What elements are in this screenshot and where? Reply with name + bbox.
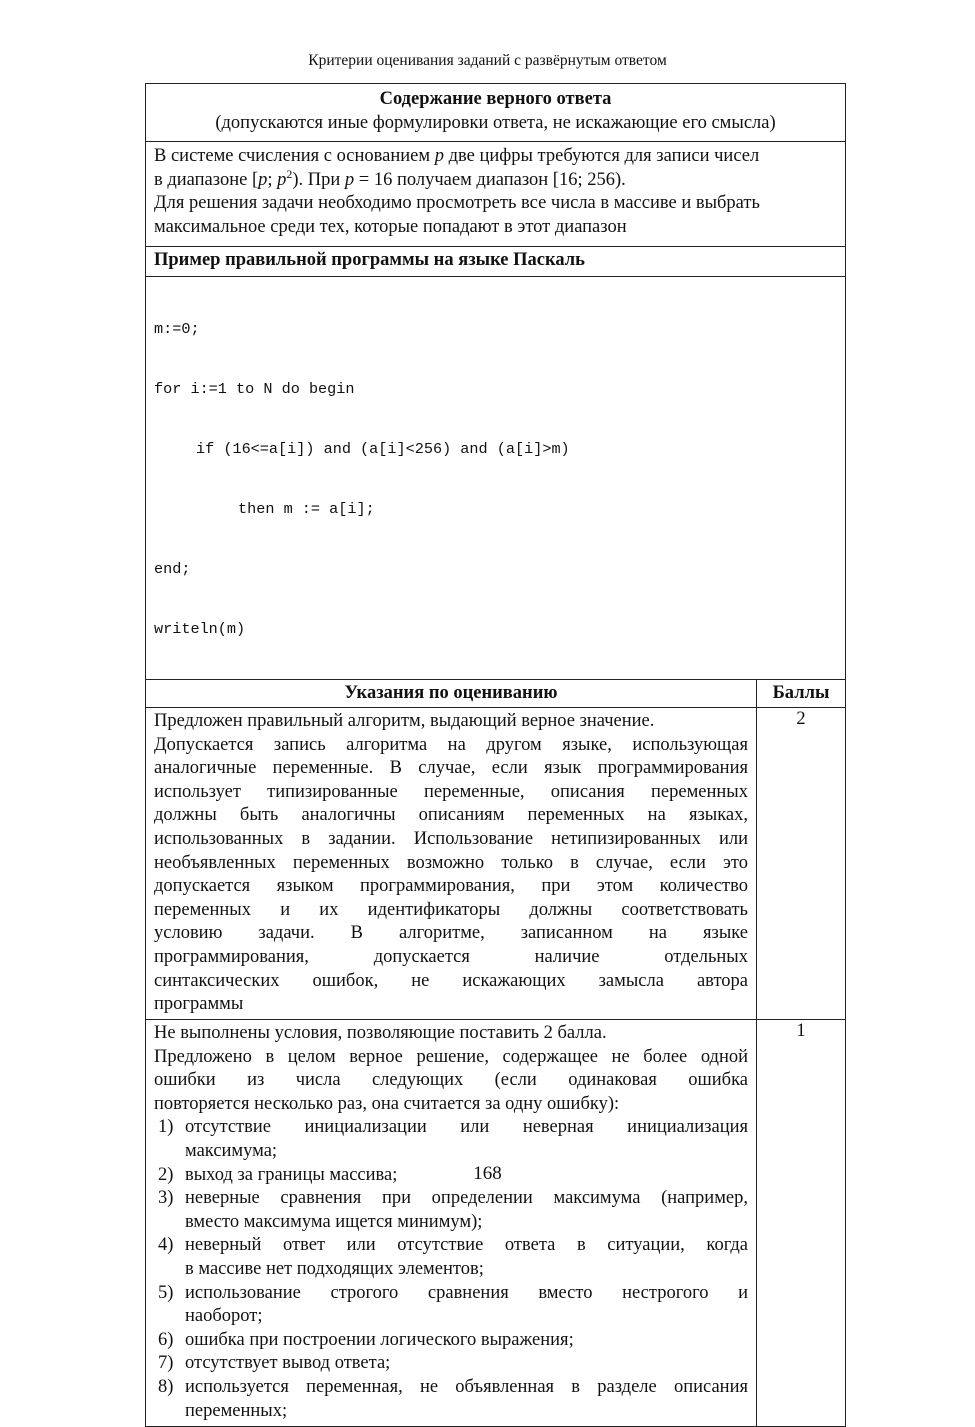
criterion-line: допускается языком программирования, при этом количество: [154, 876, 748, 897]
criterion-1-row: [146, 1020, 846, 1427]
grading-header-row: [146, 680, 846, 708]
answer-header-cell: [146, 84, 846, 142]
criterion-line: использует типизированные переменные, описания переменных: [154, 781, 748, 802]
criterion-1-text: [146, 1020, 757, 1427]
criterion-line: программирования, допускается наличие отдельных: [154, 946, 748, 967]
criterion-2-text: [146, 708, 757, 1020]
criteria-table: [145, 83, 846, 1427]
code-line: for i:=1 to N do begin: [154, 380, 355, 398]
criterion-2-points: 2: [757, 708, 846, 1020]
criterion-line: Предложено в целом верное решение, содержащее не более одной: [154, 1046, 748, 1067]
answer-header-row: [146, 84, 846, 142]
answer-description-row: [146, 142, 846, 247]
code-line: then m := a[i];: [238, 500, 375, 518]
list-item: 4) неверный ответ или отсутствие ответа в ситуации, когда в массиве нет подходящих элементов;: [158, 1235, 748, 1279]
program-code-row: [146, 277, 846, 680]
desc-line-1: В системе счисления с основанием p две цифры требуются для записи чисел: [154, 146, 760, 166]
criterion-line: необъявленных переменных возможно только в случае, если это: [154, 852, 748, 873]
list-item: 8) используется переменная, не объявленная в разделе описания переменных;: [158, 1376, 748, 1421]
desc-line-4: максимальное среди тех, которые попадают в этот диапазон: [154, 216, 627, 237]
points-header: Баллы: [757, 680, 846, 708]
list-item: 2) выход за границы массива;: [158, 1164, 398, 1185]
criterion-line: Предложен правильный алгоритм, выдающий верное значение.: [154, 711, 655, 731]
criterion-line: аналогичные переменные. В случае, если язык программирования: [154, 758, 748, 779]
criterion-line: синтаксических ошибок, не искажающих замысла автора: [154, 970, 748, 991]
desc-line-3: Для решения задачи необходимо просмотреть все числа в массиве и выбрать: [154, 193, 760, 214]
list-item: 7) отсутствует вывод ответа;: [158, 1353, 391, 1374]
grading-instructions-header: Указания по оцениванию: [146, 680, 757, 708]
code-line: if (16<=a[i]) and (a[i]<256) and (a[i]>m): [196, 440, 570, 458]
criterion-line: переменных и их идентификаторы должны соответствовать: [154, 899, 748, 920]
code-line: writeln(m): [154, 620, 246, 638]
code-line: m:=0;: [154, 320, 200, 338]
answer-subtitle: (допускаются иные формулировки ответа, не искажающие его смысла): [215, 112, 776, 133]
answer-title: Содержание верного ответа: [379, 89, 612, 109]
page-number: 168: [473, 1163, 502, 1184]
list-item: 6) ошибка при построении логического выражения;: [158, 1329, 574, 1350]
criterion-line: должны быть аналогичны описаниям переменных на языках,: [154, 805, 748, 826]
criterion-line: повторяется несколько раз, она считается за одну ошибку):: [154, 1093, 620, 1114]
criterion-intro: Не выполнены условия, позволяющие поставить 2 балла.: [154, 1023, 607, 1043]
program-code: [146, 277, 846, 680]
running-title: Критерии оценивания заданий с развёрнутым ответом: [308, 52, 667, 69]
criterion-1-points: 1: [757, 1020, 846, 1427]
code-line: end;: [154, 560, 191, 578]
criterion-line: Допускается запись алгоритма на другом языке, использующая: [154, 734, 748, 755]
criterion-2-row: [146, 708, 846, 1020]
criterion-line: использованных в задании. Использование нетипизированных или: [154, 828, 748, 849]
program-title: Пример правильной программы на языке Паскаль: [146, 247, 846, 277]
criterion-line: условию задачи. В алгоритме, записанном на языке: [154, 923, 748, 944]
program-title-row: [146, 247, 846, 277]
criterion-line: программы: [154, 994, 244, 1015]
list-item: 3) неверные сравнения при определении максимума (например, вместо максимума ищется минимум);: [158, 1188, 748, 1232]
answer-description: [146, 142, 846, 247]
desc-line-2: в диапазоне [p; $p^2$). При p = 16 получаем диапазон [16; 256).: [154, 166, 626, 190]
criterion-line: ошибки из числа следующих (если одинаковая ошибка: [154, 1070, 748, 1091]
list-item: 1) отсутствие инициализации или неверная инициализация максимума;: [158, 1117, 748, 1161]
list-item: 5) использование строгого сравнения вместо нестрогого и наоборот;: [158, 1282, 748, 1327]
